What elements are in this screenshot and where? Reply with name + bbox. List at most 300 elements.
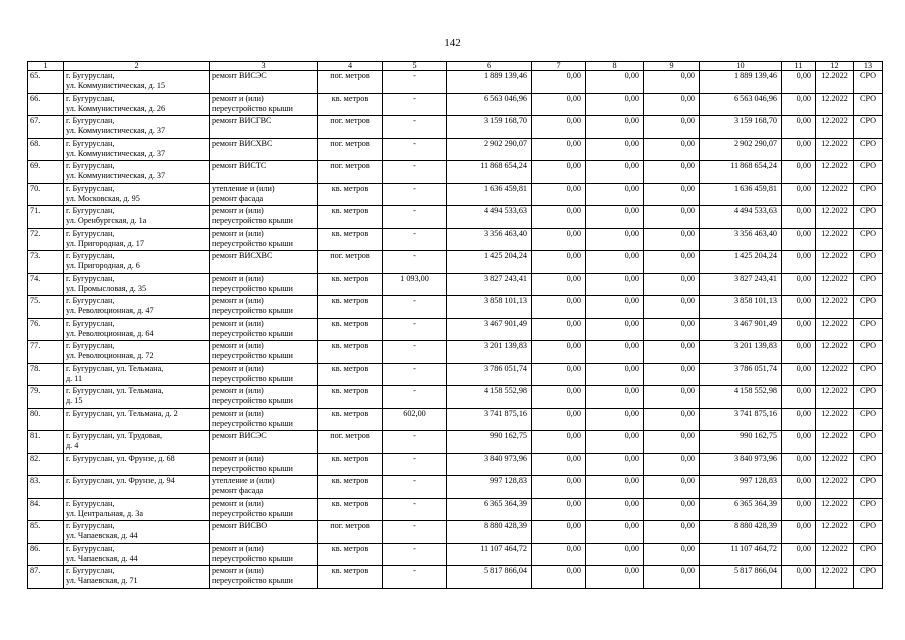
cost-col8-cell: 0,00 bbox=[586, 363, 644, 386]
row-number: 84. bbox=[28, 498, 64, 521]
work-type-cell-line: переустройство крыши bbox=[212, 508, 293, 518]
cost-col8-cell: 0,00 bbox=[586, 116, 644, 139]
work-type-cell bbox=[210, 318, 318, 341]
table-row bbox=[28, 138, 883, 161]
table-row bbox=[28, 206, 883, 229]
work-type-cell-line: ремонт и (или) bbox=[212, 363, 264, 373]
row-number: 76. bbox=[28, 318, 64, 341]
row-number: 70. bbox=[28, 183, 64, 206]
work-type-cell-line: переустройство крыши bbox=[212, 373, 293, 383]
table-row bbox=[28, 408, 883, 431]
cost-col7-cell: 0,00 bbox=[532, 116, 586, 139]
address-cell-line: г. Бугуруслан, bbox=[66, 138, 115, 148]
cost-col7-cell: 0,00 bbox=[532, 498, 586, 521]
funding-source-cell: СРО bbox=[854, 386, 883, 409]
table-row bbox=[28, 318, 883, 341]
table-row bbox=[28, 71, 883, 94]
address-cell bbox=[64, 453, 210, 476]
cost-col11-cell: 0,00 bbox=[782, 206, 816, 229]
unit-cell: кв. метров bbox=[318, 408, 383, 431]
work-type-cell-line: ремонт фасада bbox=[212, 193, 264, 203]
cost-col9-cell: 0,00 bbox=[644, 71, 700, 94]
cost-col7-cell: 0,00 bbox=[532, 566, 586, 589]
cost-col9-cell: 0,00 bbox=[644, 183, 700, 206]
cost-col11-cell: 0,00 bbox=[782, 386, 816, 409]
completion-date-cell: 12.2022 bbox=[816, 521, 854, 544]
address-cell bbox=[64, 363, 210, 386]
cost-col10-cell: 4 158 552,98 bbox=[700, 386, 782, 409]
column-number-row bbox=[28, 62, 883, 71]
cost-col10-cell: 3 840 973,96 bbox=[700, 453, 782, 476]
quantity-cell: - bbox=[383, 341, 447, 364]
cost-col11-cell: 0,00 bbox=[782, 273, 816, 296]
cost-col11-cell: 0,00 bbox=[782, 183, 816, 206]
unit-cell: кв. метров bbox=[318, 206, 383, 229]
total-cost-cell: 11 107 464,72 bbox=[447, 543, 532, 566]
cost-col11-cell: 0,00 bbox=[782, 93, 816, 116]
address-cell-line: г. Бугуруслан, ул. Тельмана, bbox=[66, 363, 164, 373]
total-cost-cell: 3 201 139,83 bbox=[447, 341, 532, 364]
cost-col7-cell: 0,00 bbox=[532, 251, 586, 274]
table-row bbox=[28, 273, 883, 296]
address-cell-line: ул. Коммунистическая, д. 37 bbox=[66, 148, 166, 158]
address-cell-line: г. Бугуруслан, bbox=[66, 71, 115, 80]
quantity-cell: - bbox=[383, 386, 447, 409]
address-cell bbox=[64, 228, 210, 251]
unit-cell: кв. метров bbox=[318, 363, 383, 386]
cost-col9-cell: 0,00 bbox=[644, 228, 700, 251]
table-row bbox=[28, 116, 883, 139]
funding-source-cell: СРО bbox=[854, 93, 883, 116]
total-cost-cell: 1 636 459,81 bbox=[447, 183, 532, 206]
row-number: 72. bbox=[28, 228, 64, 251]
work-type-cell-line: переустройство крыши bbox=[212, 216, 293, 225]
address-cell-line: г. Бугуруслан, ул. Фрунзе, д. 68 bbox=[66, 453, 175, 463]
address-cell-line: ул. Пригородная, д. 17 bbox=[66, 238, 144, 248]
total-cost-cell: 6 563 046,96 bbox=[447, 93, 532, 116]
unit-cell: пог. метров bbox=[318, 521, 383, 544]
total-cost-cell: 8 880 428,39 bbox=[447, 521, 532, 544]
unit-cell: кв. метров bbox=[318, 543, 383, 566]
completion-date-cell: 12.2022 bbox=[816, 498, 854, 521]
work-type-cell bbox=[210, 138, 318, 161]
cost-col10-cell: 11 868 654,24 bbox=[700, 161, 782, 184]
cost-col7-cell: 0,00 bbox=[532, 228, 586, 251]
funding-source-cell: СРО bbox=[854, 543, 883, 566]
address-cell-line: ул. Московская, д. 95 bbox=[66, 193, 140, 203]
address-cell-line: д. 11 bbox=[66, 373, 83, 383]
unit-cell: кв. метров bbox=[318, 498, 383, 521]
quantity-cell: - bbox=[383, 296, 447, 319]
work-type-cell bbox=[210, 431, 318, 454]
quantity-cell: - bbox=[383, 431, 447, 454]
work-type-cell-line: ремонт и (или) bbox=[212, 408, 264, 418]
work-type-cell bbox=[210, 71, 318, 94]
address-cell bbox=[64, 116, 210, 139]
work-type-cell-line: ремонт и (или) bbox=[212, 318, 264, 328]
address-cell-line: г. Бугуруслан, bbox=[66, 498, 115, 508]
unit-cell: кв. метров bbox=[318, 228, 383, 251]
unit-cell: пог. метров bbox=[318, 116, 383, 139]
cost-col11-cell: 0,00 bbox=[782, 116, 816, 139]
cost-col11-cell: 0,00 bbox=[782, 251, 816, 274]
cost-col7-cell: 0,00 bbox=[532, 476, 586, 499]
cost-col11-cell: 0,00 bbox=[782, 228, 816, 251]
cost-col11-cell: 0,00 bbox=[782, 363, 816, 386]
funding-source-cell: СРО bbox=[854, 341, 883, 364]
cost-col9-cell: 0,00 bbox=[644, 363, 700, 386]
completion-date-cell: 12.2022 bbox=[816, 453, 854, 476]
quantity-cell: 602,00 bbox=[383, 408, 447, 431]
work-type-cell-line: переустройство крыши bbox=[212, 283, 293, 293]
column-header: 9 bbox=[644, 62, 700, 71]
cost-col8-cell: 0,00 bbox=[586, 476, 644, 499]
address-cell-line: г. Бугуруслан, bbox=[66, 543, 115, 553]
table-row bbox=[28, 386, 883, 409]
funding-source-cell: СРО bbox=[854, 183, 883, 206]
cost-col10-cell: 1 425 204,24 bbox=[700, 251, 782, 274]
address-cell bbox=[64, 386, 210, 409]
completion-date-cell: 12.2022 bbox=[816, 431, 854, 454]
work-type-cell-line: ремонт и (или) bbox=[212, 453, 264, 463]
funding-source-cell: СРО bbox=[854, 71, 883, 94]
address-cell-line: г. Бугуруслан, bbox=[66, 318, 115, 328]
row-number: 73. bbox=[28, 251, 64, 274]
address-cell-line: г. Бугуруслан, bbox=[66, 273, 115, 283]
total-cost-cell: 1 889 139,46 bbox=[447, 71, 532, 94]
address-cell-line: ул. Коммунистическая, д. 15 bbox=[66, 81, 166, 90]
cost-col7-cell: 0,00 bbox=[532, 431, 586, 454]
row-number: 68. bbox=[28, 138, 64, 161]
funding-source-cell: СРО bbox=[854, 116, 883, 139]
cost-col7-cell: 0,00 bbox=[532, 273, 586, 296]
column-header: 13 bbox=[854, 62, 883, 71]
cost-col8-cell: 0,00 bbox=[586, 318, 644, 341]
address-cell-line: ул. Промысловая, д. 35 bbox=[66, 283, 147, 293]
funding-source-cell: СРО bbox=[854, 273, 883, 296]
unit-cell: пог. метров bbox=[318, 161, 383, 184]
cost-col8-cell: 0,00 bbox=[586, 408, 644, 431]
cost-col9-cell: 0,00 bbox=[644, 93, 700, 116]
column-header: 3 bbox=[210, 62, 318, 71]
address-cell-line: г. Бугуруслан, bbox=[66, 206, 115, 215]
table-row bbox=[28, 453, 883, 476]
work-type-cell-line: переустройство крыши bbox=[212, 553, 293, 563]
work-type-cell-line: ремонт фасада bbox=[212, 486, 264, 495]
quantity-cell: - bbox=[383, 206, 447, 229]
completion-date-cell: 12.2022 bbox=[816, 138, 854, 161]
address-cell-line: г. Бугуруслан, bbox=[66, 183, 115, 193]
funding-source-cell: СРО bbox=[854, 476, 883, 499]
work-type-cell-line: ремонт и (или) bbox=[212, 386, 264, 395]
cost-col7-cell: 0,00 bbox=[532, 521, 586, 544]
work-type-cell-line: ремонт и (или) bbox=[212, 543, 264, 553]
quantity-cell: - bbox=[383, 116, 447, 139]
total-cost-cell: 11 868 654,24 bbox=[447, 161, 532, 184]
work-type-cell-line: ремонт ВИСВО bbox=[212, 521, 268, 530]
work-type-cell bbox=[210, 206, 318, 229]
cost-col7-cell: 0,00 bbox=[532, 408, 586, 431]
funding-source-cell: СРО bbox=[854, 363, 883, 386]
address-cell bbox=[64, 71, 210, 94]
funding-source-cell: СРО bbox=[854, 566, 883, 589]
cost-col11-cell: 0,00 bbox=[782, 71, 816, 94]
unit-cell: кв. метров bbox=[318, 93, 383, 116]
cost-col7-cell: 0,00 bbox=[532, 543, 586, 566]
work-type-cell-line: ремонт и (или) bbox=[212, 341, 264, 350]
unit-cell: кв. метров bbox=[318, 341, 383, 364]
unit-cell: кв. метров bbox=[318, 296, 383, 319]
cost-col10-cell: 6 365 364,39 bbox=[700, 498, 782, 521]
column-header: 11 bbox=[782, 62, 816, 71]
cost-col9-cell: 0,00 bbox=[644, 386, 700, 409]
funding-source-cell: СРО bbox=[854, 138, 883, 161]
cost-col7-cell: 0,00 bbox=[532, 341, 586, 364]
work-type-cell bbox=[210, 363, 318, 386]
work-type-cell-line: ремонт ВИСЭС bbox=[212, 71, 267, 80]
cost-col9-cell: 0,00 bbox=[644, 273, 700, 296]
cost-col7-cell: 0,00 bbox=[532, 138, 586, 161]
cost-col10-cell: 4 494 533,63 bbox=[700, 206, 782, 229]
column-header: 1 bbox=[28, 62, 64, 71]
quantity-cell: - bbox=[383, 183, 447, 206]
cost-col8-cell: 0,00 bbox=[586, 93, 644, 116]
cost-col9-cell: 0,00 bbox=[644, 453, 700, 476]
address-cell-line: ул. Чапаевская, д. 44 bbox=[66, 553, 138, 563]
address-cell-line: ул. Коммунистическая, д. 26 bbox=[66, 103, 166, 113]
cost-col9-cell: 0,00 bbox=[644, 138, 700, 161]
row-number: 75. bbox=[28, 296, 64, 319]
address-cell-line: г. Бугуруслан, bbox=[66, 161, 115, 170]
cost-col7-cell: 0,00 bbox=[532, 183, 586, 206]
cost-col9-cell: 0,00 bbox=[644, 161, 700, 184]
unit-cell: пог. метров bbox=[318, 71, 383, 94]
address-cell-line: ул. Центральная, д. 3а bbox=[66, 508, 144, 518]
address-cell-line: г. Бугуруслан, bbox=[66, 251, 115, 260]
work-type-cell bbox=[210, 273, 318, 296]
address-cell-line: г. Бугуруслан, bbox=[66, 228, 115, 238]
quantity-cell: - bbox=[383, 138, 447, 161]
address-cell bbox=[64, 498, 210, 521]
cost-col7-cell: 0,00 bbox=[532, 386, 586, 409]
table-row bbox=[28, 183, 883, 206]
table-row bbox=[28, 251, 883, 274]
address-cell bbox=[64, 476, 210, 499]
address-cell bbox=[64, 161, 210, 184]
work-type-cell bbox=[210, 93, 318, 116]
cost-col7-cell: 0,00 bbox=[532, 93, 586, 116]
completion-date-cell: 12.2022 bbox=[816, 408, 854, 431]
work-type-cell bbox=[210, 566, 318, 589]
unit-cell: кв. метров bbox=[318, 273, 383, 296]
total-cost-cell: 3 858 101,13 bbox=[447, 296, 532, 319]
row-number: 78. bbox=[28, 363, 64, 386]
table-row bbox=[28, 476, 883, 499]
cost-col8-cell: 0,00 bbox=[586, 386, 644, 409]
funding-source-cell: СРО bbox=[854, 431, 883, 454]
funding-source-cell: СРО bbox=[854, 498, 883, 521]
cost-col10-cell: 6 563 046,96 bbox=[700, 93, 782, 116]
row-number: 86. bbox=[28, 543, 64, 566]
cost-col9-cell: 0,00 bbox=[644, 566, 700, 589]
cost-col9-cell: 0,00 bbox=[644, 498, 700, 521]
quantity-cell: - bbox=[383, 251, 447, 274]
total-cost-cell: 2 902 290,07 bbox=[447, 138, 532, 161]
cost-col9-cell: 0,00 bbox=[644, 296, 700, 319]
cost-col11-cell: 0,00 bbox=[782, 408, 816, 431]
completion-date-cell: 12.2022 bbox=[816, 476, 854, 499]
address-cell-line: ул. Революционная, д. 72 bbox=[66, 351, 154, 360]
work-type-cell-line: утепление и (или) bbox=[212, 476, 275, 485]
cost-col10-cell: 3 356 463,40 bbox=[700, 228, 782, 251]
address-cell bbox=[64, 206, 210, 229]
total-cost-cell: 1 425 204,24 bbox=[447, 251, 532, 274]
quantity-cell: - bbox=[383, 453, 447, 476]
quantity-cell: - bbox=[383, 543, 447, 566]
address-cell-line: г. Бугуруслан, ул. Тельмана, д. 2 bbox=[66, 408, 178, 418]
cost-col8-cell: 0,00 bbox=[586, 566, 644, 589]
table-row bbox=[28, 341, 883, 364]
table-row bbox=[28, 431, 883, 454]
row-number: 82. bbox=[28, 453, 64, 476]
completion-date-cell: 12.2022 bbox=[816, 116, 854, 139]
cost-col8-cell: 0,00 bbox=[586, 228, 644, 251]
quantity-cell: 1 093,00 bbox=[383, 273, 447, 296]
cost-col11-cell: 0,00 bbox=[782, 476, 816, 499]
cost-col7-cell: 0,00 bbox=[532, 318, 586, 341]
table-row bbox=[28, 296, 883, 319]
address-cell bbox=[64, 408, 210, 431]
work-type-cell-line: утепление и (или) bbox=[212, 183, 275, 193]
cost-col9-cell: 0,00 bbox=[644, 206, 700, 229]
completion-date-cell: 12.2022 bbox=[816, 251, 854, 274]
cost-col9-cell: 0,00 bbox=[644, 251, 700, 274]
unit-cell: пог. метров bbox=[318, 431, 383, 454]
cost-col8-cell: 0,00 bbox=[586, 431, 644, 454]
quantity-cell: - bbox=[383, 566, 447, 589]
cost-col9-cell: 0,00 bbox=[644, 116, 700, 139]
total-cost-cell: 3 356 463,40 bbox=[447, 228, 532, 251]
completion-date-cell: 12.2022 bbox=[816, 161, 854, 184]
column-header: 2 bbox=[64, 62, 210, 71]
cost-col11-cell: 0,00 bbox=[782, 498, 816, 521]
cost-col11-cell: 0,00 bbox=[782, 341, 816, 364]
work-type-cell-line: ремонт и (или) bbox=[212, 206, 264, 215]
quantity-cell: - bbox=[383, 161, 447, 184]
funding-source-cell: СРО bbox=[854, 251, 883, 274]
address-cell bbox=[64, 138, 210, 161]
work-type-cell-line: переустройство крыши bbox=[212, 463, 293, 473]
address-cell-line: г. Бугуруслан, bbox=[66, 521, 115, 530]
column-header: 4 bbox=[318, 62, 383, 71]
cost-col7-cell: 0,00 bbox=[532, 453, 586, 476]
work-type-cell bbox=[210, 296, 318, 319]
cost-col8-cell: 0,00 bbox=[586, 183, 644, 206]
completion-date-cell: 12.2022 bbox=[816, 93, 854, 116]
cost-col7-cell: 0,00 bbox=[532, 206, 586, 229]
table-row bbox=[28, 566, 883, 589]
work-type-cell-line: ремонт и (или) bbox=[212, 273, 264, 283]
funding-source-cell: СРО bbox=[854, 453, 883, 476]
completion-date-cell: 12.2022 bbox=[816, 71, 854, 94]
total-cost-cell: 6 365 364,39 bbox=[447, 498, 532, 521]
funding-source-cell: СРО bbox=[854, 161, 883, 184]
completion-date-cell: 12.2022 bbox=[816, 206, 854, 229]
work-type-cell-line: переустройство крыши bbox=[212, 238, 293, 248]
cost-col10-cell: 990 162,75 bbox=[700, 431, 782, 454]
page-number: 142 bbox=[444, 37, 461, 49]
completion-date-cell: 12.2022 bbox=[816, 543, 854, 566]
cost-col8-cell: 0,00 bbox=[586, 206, 644, 229]
row-number: 71. bbox=[28, 206, 64, 229]
completion-date-cell: 12.2022 bbox=[816, 273, 854, 296]
row-number: 66. bbox=[28, 93, 64, 116]
cost-col11-cell: 0,00 bbox=[782, 161, 816, 184]
total-cost-cell: 5 817 866,04 bbox=[447, 566, 532, 589]
table-row bbox=[28, 161, 883, 184]
completion-date-cell: 12.2022 bbox=[816, 566, 854, 589]
completion-date-cell: 12.2022 bbox=[816, 183, 854, 206]
cost-col11-cell: 0,00 bbox=[782, 566, 816, 589]
row-number: 67. bbox=[28, 116, 64, 139]
cost-col8-cell: 0,00 bbox=[586, 138, 644, 161]
work-type-cell-line: переустройство крыши bbox=[212, 306, 293, 315]
cost-col8-cell: 0,00 bbox=[586, 521, 644, 544]
work-type-cell bbox=[210, 408, 318, 431]
total-cost-cell: 4 158 552,98 bbox=[447, 386, 532, 409]
funding-source-cell: СРО bbox=[854, 408, 883, 431]
unit-cell: кв. метров bbox=[318, 386, 383, 409]
work-type-cell bbox=[210, 341, 318, 364]
completion-date-cell: 12.2022 bbox=[816, 296, 854, 319]
cost-col8-cell: 0,00 bbox=[586, 498, 644, 521]
cost-col8-cell: 0,00 bbox=[586, 296, 644, 319]
address-cell-line: ул. Революционная, д. 64 bbox=[66, 328, 154, 338]
cost-col8-cell: 0,00 bbox=[586, 543, 644, 566]
cost-col10-cell: 5 817 866,04 bbox=[700, 566, 782, 589]
cost-col11-cell: 0,00 bbox=[782, 543, 816, 566]
address-cell bbox=[64, 566, 210, 589]
address-cell-line: г. Бугуруслан, bbox=[66, 296, 115, 305]
column-header: 7 bbox=[532, 62, 586, 71]
address-cell-line: ул. Чапаевская, д. 44 bbox=[66, 531, 138, 540]
funding-source-cell: СРО bbox=[854, 521, 883, 544]
total-cost-cell: 3 159 168,70 bbox=[447, 116, 532, 139]
address-cell bbox=[64, 521, 210, 544]
cost-col10-cell: 8 880 428,39 bbox=[700, 521, 782, 544]
work-type-cell bbox=[210, 251, 318, 274]
funding-source-cell: СРО bbox=[854, 296, 883, 319]
funding-source-cell: СРО bbox=[854, 318, 883, 341]
address-cell bbox=[64, 543, 210, 566]
total-cost-cell: 4 494 533,63 bbox=[447, 206, 532, 229]
work-type-cell bbox=[210, 498, 318, 521]
address-cell bbox=[64, 251, 210, 274]
work-type-cell-line: переустройство крыши bbox=[212, 351, 293, 360]
cost-col9-cell: 0,00 bbox=[644, 408, 700, 431]
cost-col9-cell: 0,00 bbox=[644, 318, 700, 341]
cost-col8-cell: 0,00 bbox=[586, 341, 644, 364]
work-type-cell bbox=[210, 453, 318, 476]
cost-col11-cell: 0,00 bbox=[782, 138, 816, 161]
column-header: 5 bbox=[383, 62, 447, 71]
work-type-cell-line: ремонт ВИСГВС bbox=[212, 116, 272, 125]
cost-col11-cell: 0,00 bbox=[782, 453, 816, 476]
quantity-cell: - bbox=[383, 498, 447, 521]
total-cost-cell: 990 162,75 bbox=[447, 431, 532, 454]
total-cost-cell: 3 786 051,74 bbox=[447, 363, 532, 386]
cost-col8-cell: 0,00 bbox=[586, 251, 644, 274]
